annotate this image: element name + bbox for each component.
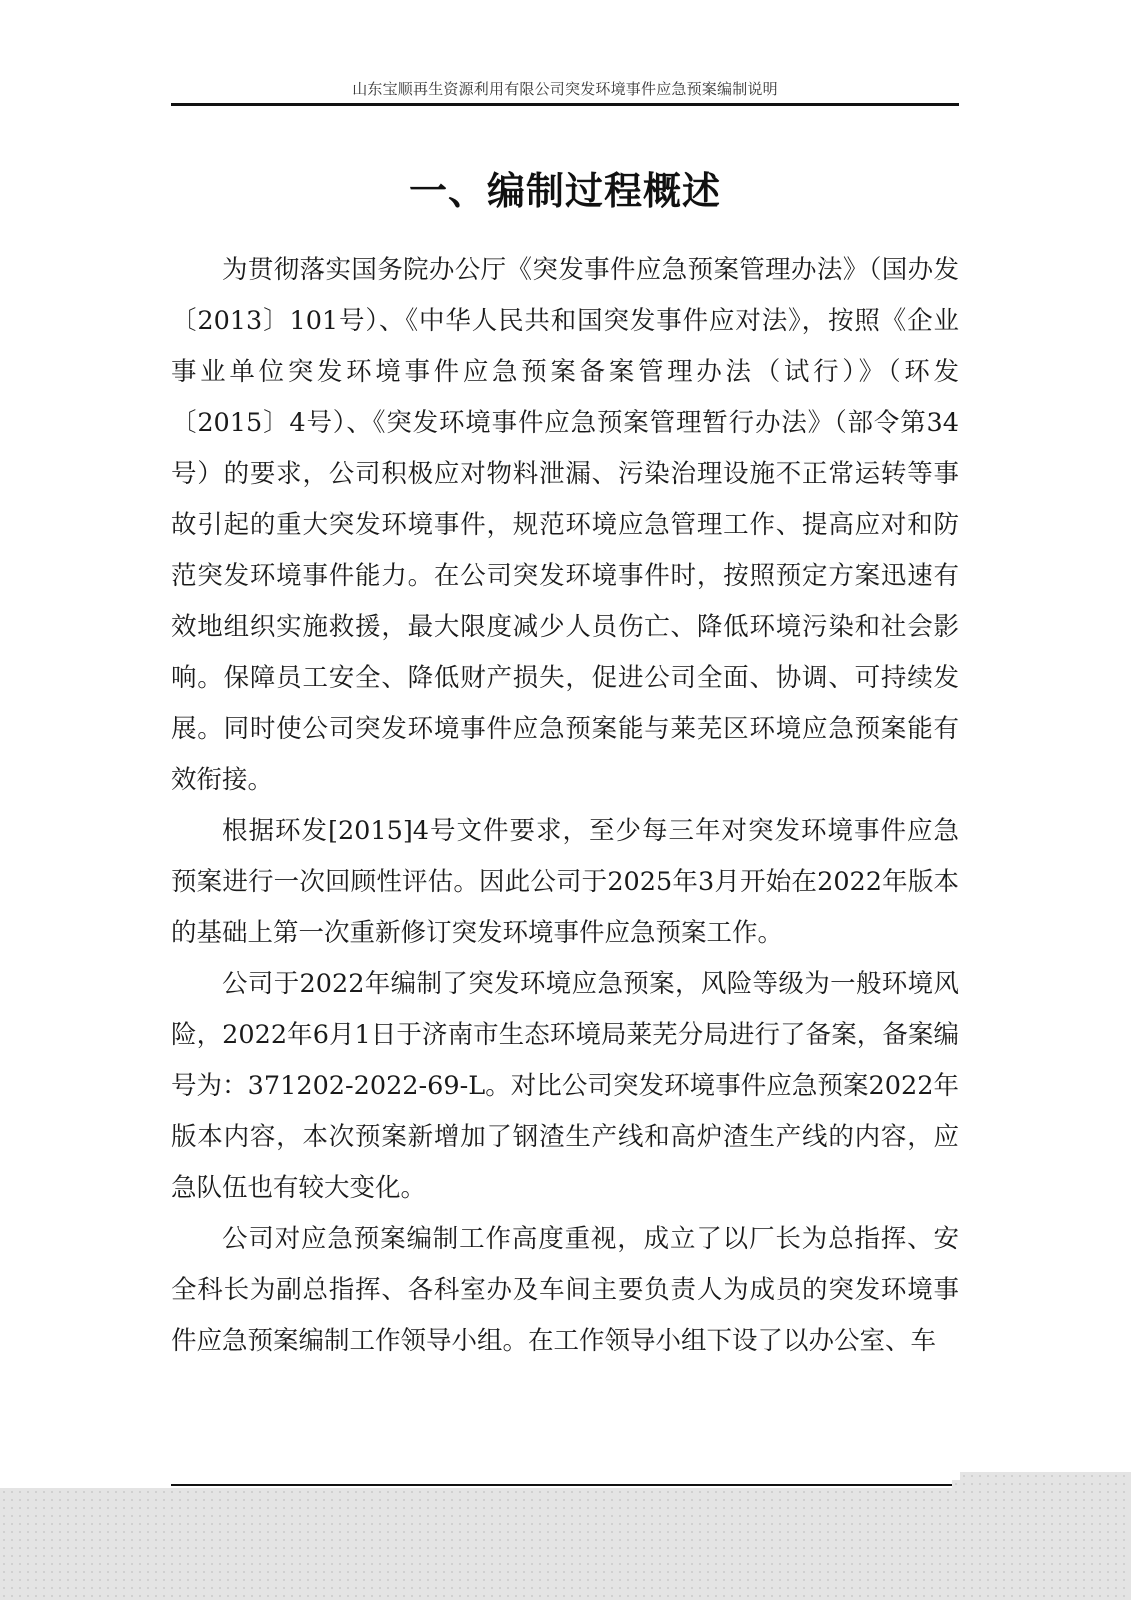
paragraph-leadership-group: 公司对应急预案编制工作高度重视，成立了以厂长为总指挥、安全科长为副总指挥、各科室办及车间主要负责人为成员的突发环境事件应急预案编制工作领导小组。在工作领导小组下设了以办公室、车 [171, 1224, 959, 1356]
header-rule [171, 103, 959, 106]
viewer-backdrop-right [960, 1472, 1131, 1600]
viewer-backdrop [0, 1488, 960, 1600]
running-header: 山东宝顺再生资源利用有限公司突发环境事件应急预案编制说明 [352, 80, 778, 98]
section-title: 一、编制过程概述 [408, 169, 721, 213]
body-text [171, 245, 959, 1367]
paragraph-previous-plan: 公司于2022年编制了突发环境应急预案，风险等级为一般环境风险，2022年6月1日于济南市生态环境局莱芜分局进行了备案，备案编号为：371202-2022-69-L。对比公司突发环境事件应急预案2022年版本内容，本次预案新增加了钢渣生产线和高炉渣生产线的内容，应急队伍也有较大变化。 [171, 969, 959, 1203]
paragraph-review-requirement: 根据环发[2015]4号文件要求，至少每三年对突发环境事件应急预案进行一次回顾性评估。因此公司于2025年3月开始在2022年版本的基础上第一次重新修订突发环境事件应急预案工作。 [171, 816, 959, 948]
paragraph-background: 为贯彻落实国务院办公厅《突发事件应急预案管理办法》（国办发〔2013〕101号）、《中华人民共和国突发事件应对法》，按照《企业事业单位突发环境事件应急预案备案管理办法（试行）》（环发〔2015〕4号）、《突发环境事件应急预案管理暂行办法》（部令第34号）的要求，公司积极应对物料泄漏、污染治理设施不正常运转等事故引起的重大突发环境事件，规范环境应急管理工作、提高应对和防范突发环境事件能力。在公司突发环境事件时，按照预定方案迅速有效地组织实施救援，最大限度减少人员伤亡、降低环境污染和社会影响。保障员工安全、降低财产损失，促进公司全面、协调、可持续发展。同时使公司突发环境事件应急预案能与莱芜区环境应急预案能有效衔接。 [171, 255, 959, 795]
footer-rule [171, 1484, 952, 1486]
